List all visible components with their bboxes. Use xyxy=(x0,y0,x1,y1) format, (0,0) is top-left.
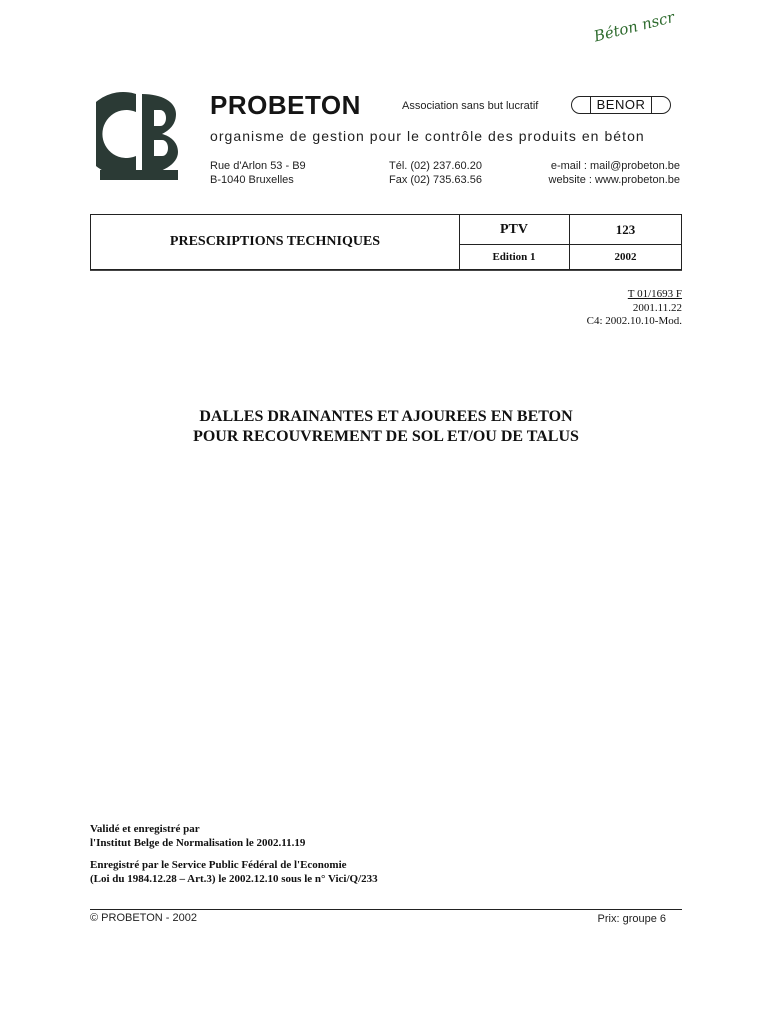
association-label: Association sans but lucratif xyxy=(402,100,539,112)
web-contacts xyxy=(530,159,680,187)
copyright-notice: © PROBETON - 2002 xyxy=(90,912,197,924)
tagline: organisme de gestion pour le contrôle des produits en béton xyxy=(210,128,645,144)
document-references xyxy=(500,288,682,329)
address-line-city: B-1040 Bruxelles xyxy=(210,174,294,186)
validation-block xyxy=(90,822,378,894)
validation-spf xyxy=(90,858,378,886)
spec-code: PTV xyxy=(459,215,570,245)
phone-number: Tél. (02) 237.60.20 xyxy=(389,160,482,172)
phone-fax xyxy=(389,159,482,187)
validation-line-4: (Loi du 1984.12.28 – Art.3) le 2002.12.10 sous le n° Vici/Q/233 xyxy=(90,873,378,885)
spec-label: PRESCRIPTIONS TECHNIQUES xyxy=(91,215,460,269)
document-title xyxy=(90,407,682,447)
website-address: website : www.probeton.be xyxy=(548,174,680,186)
table-underline xyxy=(90,270,682,271)
validation-ibn xyxy=(90,822,378,850)
handwritten-note: Béton nscr xyxy=(592,8,677,46)
validation-line-2: l'Institut Belge de Normalisation le 2002.11.19 xyxy=(90,837,306,849)
address-line-street: Rue d'Arlon 53 - B9 xyxy=(210,160,306,172)
postal-address xyxy=(210,159,306,187)
title-line-2: POUR RECOUVREMENT DE SOL ET/OU DE TALUS xyxy=(193,428,579,445)
spec-number: 123 xyxy=(570,215,681,245)
validation-line-3: Enregistré par le Service Public Fédéral de l'Economie xyxy=(90,859,347,871)
benor-mark xyxy=(571,96,671,114)
spec-edition: Edition 1 xyxy=(459,245,570,269)
price-group: Prix: groupe 6 xyxy=(597,913,666,925)
benor-mark-text: BENOR xyxy=(590,97,653,113)
spec-table xyxy=(90,214,682,270)
fax-number: Fax (02) 735.63.56 xyxy=(389,174,482,186)
reference-date: 2001.11.22 xyxy=(632,301,682,314)
brand-name: PROBETON xyxy=(210,90,361,120)
email-address: e-mail : mail@probeton.be xyxy=(550,160,680,172)
title-line-1: DALLES DRAINANTES ET AJOUREES EN BETON xyxy=(199,408,573,425)
reference-c4: C4: 2002.10.10-Mod. xyxy=(586,315,682,327)
validation-line-1: Validé et enregistré par xyxy=(90,823,200,835)
probeton-logo xyxy=(96,90,182,182)
footer-divider xyxy=(90,909,682,910)
reference-code: T 01/1693 F xyxy=(627,288,682,300)
spec-year: 2002 xyxy=(614,251,637,263)
